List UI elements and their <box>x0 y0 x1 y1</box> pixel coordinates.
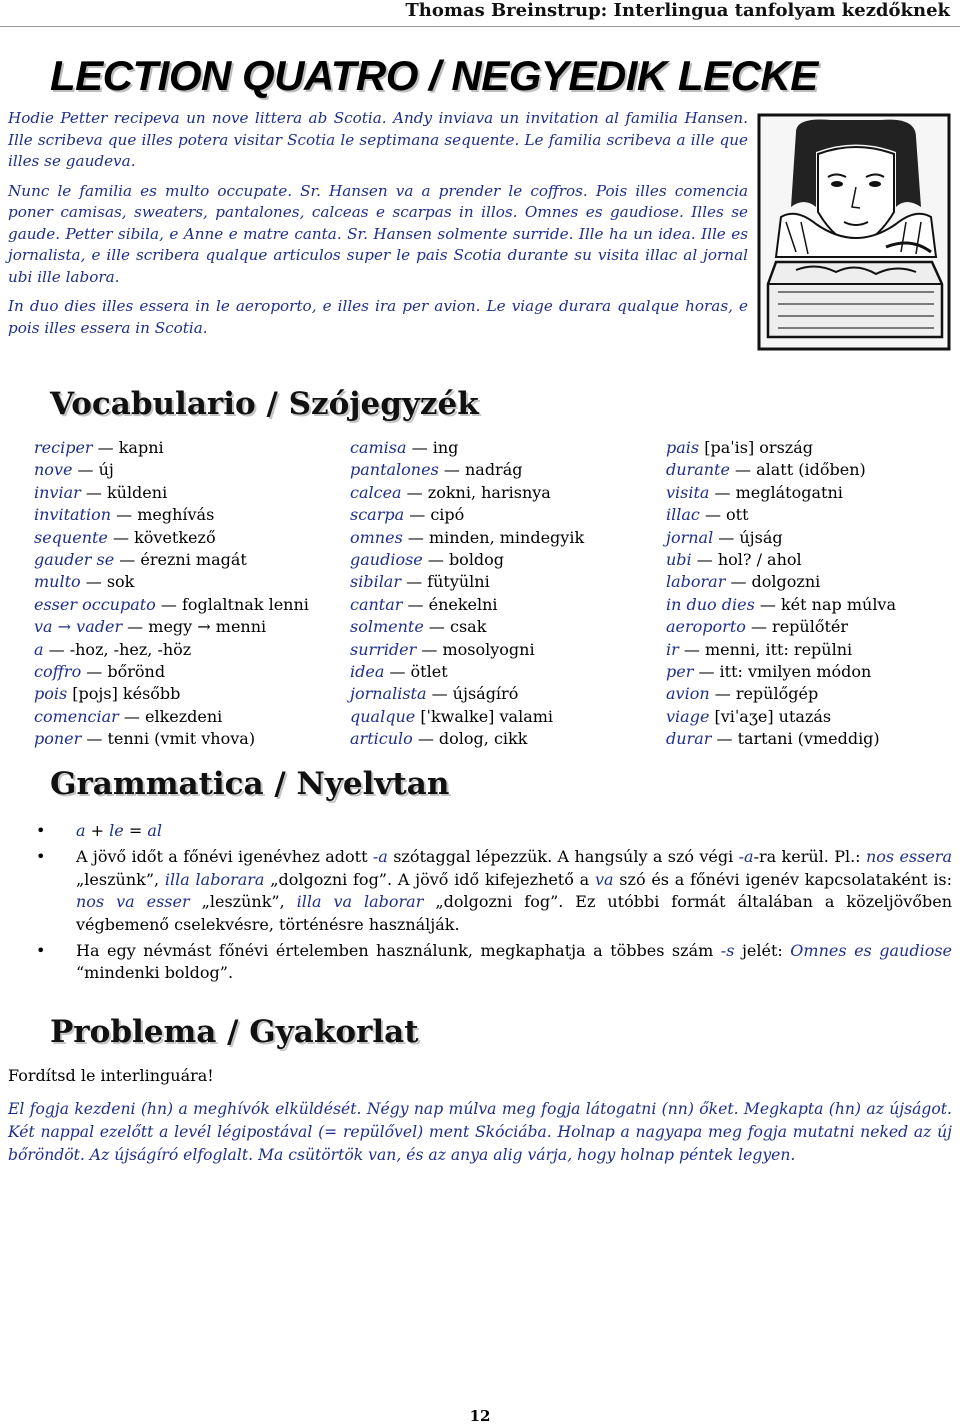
grammar-text: + <box>90 821 105 840</box>
vocab-entry: poner — tenni (vmit vhova) <box>34 729 256 749</box>
vocab-column-2 <box>350 437 584 751</box>
grammar-text: „dolgozni fog”. A jövő idő kifejezhető a <box>270 869 590 889</box>
woman-with-chest-image <box>756 112 952 352</box>
vocab-term: durante <box>666 460 730 480</box>
grammar-example: nos va esser <box>76 892 190 912</box>
vocab-term: inviar <box>34 482 81 502</box>
vocab-meaning: ötlet <box>410 662 448 682</box>
vocab-term: viage <box>666 706 710 726</box>
grammar-text: szó és a főnévi igenév kapcsolataként is: <box>619 869 953 889</box>
vocab-meaning: küldeni <box>106 482 168 502</box>
vocab-term: sibilar <box>350 572 401 592</box>
grammar-text: “mindenki boldog”. <box>76 963 234 983</box>
vocab-term: avion <box>666 684 710 704</box>
vocab-term: jornalista <box>350 684 427 704</box>
page-number: 12 <box>469 1407 491 1425</box>
vocab-term: comenciar <box>34 706 119 726</box>
grammar-text: szótaggal lépezzük. A hangsúly a szó végi <box>393 847 734 867</box>
vocab-meaning: elkezdeni <box>144 706 223 726</box>
vocab-entry: multo — sok <box>34 572 135 592</box>
vocab-meaning: menni, itt: repülni <box>704 639 853 659</box>
vocab-meaning: meghívás <box>137 505 215 525</box>
vocab-meaning: érezni magát <box>140 550 247 570</box>
bullet-icon: • <box>36 847 46 867</box>
vocab-term: calcea <box>350 482 402 502</box>
vocab-meaning: cipó <box>430 505 465 525</box>
vocab-meaning: minden, mindegyik <box>428 527 585 547</box>
reading-text <box>8 108 748 347</box>
vocab-entry: reciper — kapni <box>34 438 164 457</box>
vocab-term: jornal <box>666 527 714 547</box>
vocab-entry: camisa — ing <box>350 438 459 457</box>
vocab-meaning: kapni <box>118 438 164 457</box>
grammar-item <box>20 846 952 936</box>
vocab-meaning: -hoz, -hez, -höz <box>69 639 192 659</box>
vocab-entry: nove — új <box>34 460 114 480</box>
vocab-term: aeroporto <box>666 617 746 637</box>
vocab-term: surrider <box>350 639 417 659</box>
vocab-meaning: megy → menni <box>148 617 267 637</box>
vocab-meaning: mosolyogni <box>442 639 535 659</box>
reading-paragraph: Nunc le familia es multo occupate. Sr. Hansen va a prender le coffros. Pois illes comencia poner camisas, sweaters, pantalones, calceas e scarpas in illos. Omnes es gaudiose. Illes se gaude. Petter sibila, e Anne e matre canta. Sr. Hansen solmente surride. Ille ha un idea. Ille es jornalista, e ille scribera qualque articulos super le pais Scotia durante su visita illac al jornal ubi ille labora. <box>8 181 748 286</box>
vocab-term: multo <box>34 572 81 592</box>
grammar-notes <box>20 820 952 989</box>
exercise-instruction: Fordítsd le interlinguára! <box>8 1066 214 1085</box>
grammar-text: Ha egy névmást főnévi értelemben használunk, megkaphatja a többes szám <box>76 941 714 961</box>
vocab-entry: esser occupato — foglaltnak lenni <box>34 594 309 614</box>
vocab-meaning: [paˈis] ország <box>704 438 813 457</box>
vocab-term: ir <box>666 639 679 659</box>
vocab-entry: articulo — dolog, cikk <box>350 729 528 749</box>
grammar-example: Omnes es gaudiose <box>790 941 953 961</box>
vocab-term: cantar <box>350 594 403 614</box>
lesson-title: LECTION QUATRO / NEGYEDIK LECKE <box>50 52 818 99</box>
vocab-meaning: bőrönd <box>107 662 166 682</box>
reading-paragraph: Hodie Petter recipeva un nove littera ab Scotia. Andy inviava un invitation al familia Hansen. Ille scribeva que illes potera visitar Scotia le septimana sequente. Le familia scribeva a ille que illes se gaudeva. <box>8 109 748 170</box>
vocab-term: articulo <box>350 729 413 749</box>
grammar-example: va <box>594 869 614 889</box>
grammar-text: „leszünk”, <box>76 869 160 889</box>
vocab-meaning: repülőgép <box>735 684 819 704</box>
vocab-meaning: foglaltnak lenni <box>181 594 309 614</box>
vocab-entry: idea — ötlet <box>350 662 448 682</box>
bullet-icon: • <box>36 941 46 961</box>
grammar-item <box>20 820 952 842</box>
grammar-example: nos essera <box>865 847 952 867</box>
vocab-meaning: boldog <box>448 550 505 570</box>
vocab-term: solmente <box>350 617 424 637</box>
grammar-example: -a <box>738 847 754 867</box>
vocab-entry: illac — ott <box>666 505 749 525</box>
vocab-entry: durar — tartani (vmeddig) <box>666 729 880 749</box>
vocab-meaning: repülőtér <box>772 617 849 637</box>
vocab-entry: surrider — mosolyogni <box>350 639 535 659</box>
vocab-term: idea <box>350 662 385 682</box>
vocab-entry <box>666 437 896 459</box>
grammar-example: al <box>147 821 162 840</box>
vocab-meaning: [ˈkwalke] valami <box>420 706 554 726</box>
vocab-term: va → vader <box>34 617 123 637</box>
vocab-meaning: hol? / ahol <box>717 550 802 570</box>
vocab-term: visita <box>666 482 710 502</box>
vocab-entry: inviar — küldeni <box>34 482 168 502</box>
vocab-meaning: alatt (időben) <box>756 460 866 480</box>
vocab-entry: jornalista — újságíró <box>350 684 519 704</box>
vocab-entry: calcea — zokni, harisnya <box>350 482 551 502</box>
grammar-text: „leszünk”, <box>201 892 285 912</box>
vocab-entry: in duo dies — két nap múlva <box>666 594 897 614</box>
vocab-term: durar <box>666 729 712 749</box>
exercise-heading: Problema / Gyakorlat <box>50 1014 419 1050</box>
vocab-meaning: tenni (vmit vhova) <box>107 729 256 749</box>
vocab-entry: comenciar — elkezdeni <box>34 706 223 726</box>
vocab-meaning: nadrág <box>464 460 523 480</box>
vocab-term: coffro <box>34 662 82 682</box>
vocab-column-3 <box>666 437 896 751</box>
vocab-meaning: énekelni <box>428 594 498 614</box>
grammar-text: A jövő időt a főnévi igenévhez adott <box>76 847 368 867</box>
vocab-entry: scarpa — cipó <box>350 505 465 525</box>
vocab-term: qualque <box>350 706 416 726</box>
vocab-meaning: következő <box>134 527 216 547</box>
vocab-meaning: fütyülni <box>427 572 490 592</box>
vocab-term: gaudiose <box>350 550 423 570</box>
vocab-meaning: újság <box>739 527 783 547</box>
woodcut-illustration <box>756 112 952 352</box>
vocab-meaning: ing <box>432 438 459 457</box>
grammar-text: = <box>128 821 143 840</box>
vocab-meaning: [pojs] később <box>72 684 181 704</box>
vocab-entry: gauder se — érezni magát <box>34 550 247 570</box>
vocab-term: camisa <box>350 438 407 457</box>
vocab-entry: laborar — dolgozni <box>666 572 821 592</box>
vocab-meaning: [viˈaʒe] utazás <box>714 706 832 726</box>
vocab-term: laborar <box>666 572 726 592</box>
vocab-term: nove <box>34 460 73 480</box>
vocab-term: in duo dies <box>666 594 755 614</box>
vocab-meaning: új <box>98 460 114 480</box>
vocab-meaning: csak <box>449 617 487 637</box>
vocab-meaning: sok <box>106 572 135 592</box>
vocab-meaning: ott <box>726 505 749 525</box>
vocab-entry: aeroporto — repülőtér <box>666 617 849 637</box>
vocab-meaning: dolog, cikk <box>438 729 528 749</box>
vocab-meaning: itt: vmilyen módon <box>719 662 872 682</box>
grammar-example: a <box>76 821 86 840</box>
vocab-meaning: meglátogatni <box>735 482 843 502</box>
vocab-term: pantalones <box>350 460 439 480</box>
running-header: Thomas Breinstrup: Interlingua tanfolyam kezdőknek <box>405 0 950 21</box>
vocab-entry: omnes — minden, mindegyik <box>350 527 585 547</box>
vocab-term: esser occupato <box>34 594 156 614</box>
vocab-term: poner <box>34 729 82 749</box>
vocab-term: invitation <box>34 505 112 525</box>
vocab-term: reciper <box>34 438 93 457</box>
vocab-entry: durante — alatt (időben) <box>666 460 866 480</box>
vocab-meaning: tartani (vmeddig) <box>737 729 880 749</box>
vocab-entry: ir — menni, itt: repülni <box>666 639 853 659</box>
vocab-entry: jornal — újság <box>666 527 783 547</box>
grammar-heading: Grammatica / Nyelvtan <box>50 766 450 802</box>
bullet-icon: • <box>36 821 46 840</box>
reading-paragraph: In duo dies illes essera in le aeroporto, e illes ira per avion. Le viage durara qualque horas, e pois illes essera in Scotia. <box>8 297 748 337</box>
vocab-column-1 <box>34 437 309 751</box>
grammar-text: jelét: <box>741 941 783 961</box>
vocab-entry: per — itt: vmilyen módon <box>666 662 872 682</box>
grammar-example: illa laborara <box>164 869 265 889</box>
grammar-example: -a <box>372 847 388 867</box>
vocab-entry <box>350 706 584 728</box>
vocab-entry: a — -hoz, -hez, -höz <box>34 639 192 659</box>
vocab-meaning: zokni, harisnya <box>427 482 551 502</box>
vocab-term: gauder se <box>34 550 115 570</box>
vocab-meaning: dolgozni <box>751 572 821 592</box>
vocab-entry: sequente — következő <box>34 527 216 547</box>
grammar-text: „dolgozni fog”. Ez utóbbi formát általában a közeljövőben végbemenő cselekvésre, történésre használják. <box>76 892 952 934</box>
vocab-entry: va → vader — megy → menni <box>34 617 267 637</box>
vocab-entry <box>34 683 309 705</box>
vocab-entry: solmente — csak <box>350 617 487 637</box>
vocab-entry: visita — meglátogatni <box>666 482 843 502</box>
grammar-example: illa va laborar <box>296 892 424 912</box>
vocab-entry: gaudiose — boldog <box>350 550 505 570</box>
exercise-text: El fogja kezdeni (hn) a meghívók elküldését. Négy nap múlva meg fogja látogatni (nn) őket. Megkapta (hn) az újságot. Két nappal ezelőtt a levél légipostával (= repülővel) ment Skóciába. Holnap a nagyapa meg fogja mutatni neked az új bőröndöt. Az újságíró elfoglalt. Ma csütörtök van, és az anya alig várja, hogy holnap péntek legyen. <box>8 1100 952 1164</box>
vocab-entry: avion — repülőgép <box>666 684 819 704</box>
vocab-term: illac <box>666 505 700 525</box>
vocab-entry <box>666 706 896 728</box>
vocab-entry: invitation — meghívás <box>34 505 215 525</box>
grammar-text: -ra kerül. Pl.: <box>753 847 861 867</box>
vocab-term: pais <box>666 438 700 457</box>
vocab-term: omnes <box>350 527 403 547</box>
grammar-example: -s <box>720 941 735 961</box>
vocab-entry: cantar — énekelni <box>350 594 498 614</box>
vocab-entry: pantalones — nadrág <box>350 460 523 480</box>
vocab-meaning: újságíró <box>452 684 519 704</box>
vocabulary-heading: Vocabulario / Szójegyzék <box>50 386 479 422</box>
vocab-meaning: két nap múlva <box>780 594 897 614</box>
grammar-item <box>20 940 952 985</box>
vocab-term: a <box>34 639 44 659</box>
vocab-entry: sibilar — fütyülni <box>350 572 490 592</box>
vocab-term: pois <box>34 684 68 704</box>
vocab-term: ubi <box>666 550 692 570</box>
grammar-example: le <box>109 821 124 840</box>
vocab-term: sequente <box>34 527 108 547</box>
vocab-term: per <box>666 662 694 682</box>
vocab-entry: ubi — hol? / ahol <box>666 550 802 570</box>
vocab-entry: coffro — bőrönd <box>34 662 166 682</box>
vocab-term: scarpa <box>350 505 405 525</box>
